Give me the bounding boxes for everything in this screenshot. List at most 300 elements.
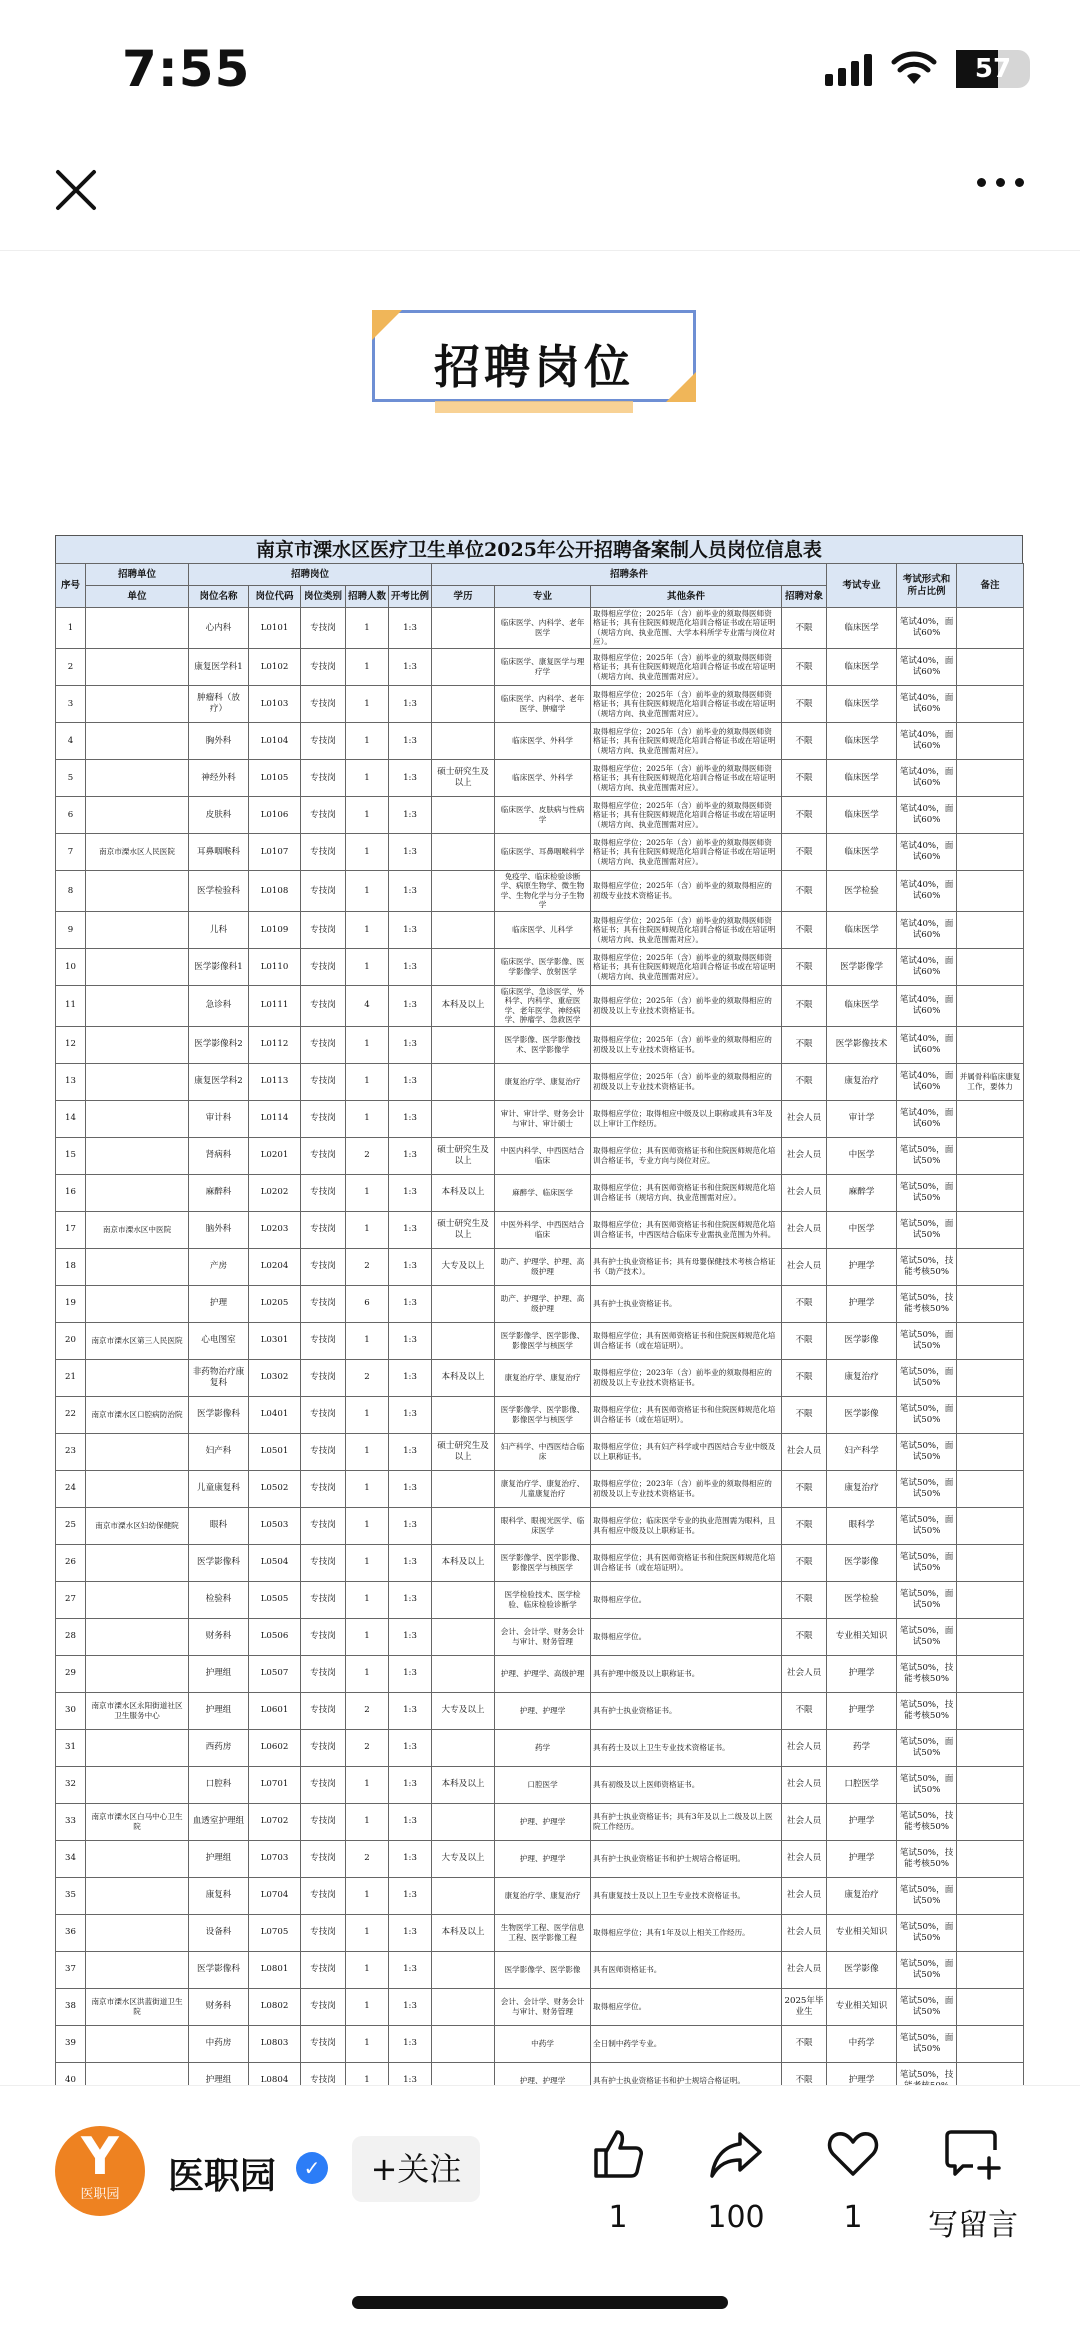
cell-n: 1: [346, 1914, 389, 1951]
cell-post: 耳鼻咽喉科: [189, 833, 249, 870]
cell-seq: 40: [56, 2062, 86, 2099]
cell-post: 护理组: [189, 2062, 249, 2099]
cell-unit: [86, 1470, 189, 1507]
cell-form: 笔试50%，面试50%: [897, 1174, 957, 1211]
cell-note: [957, 1322, 1024, 1359]
cell-cat: 专技岗: [301, 948, 346, 985]
cell-post: 口腔科: [189, 1766, 249, 1803]
cell-unit: 南京市溧水区洪蓝街道卫生院: [86, 1988, 189, 2025]
cell-cat: 专技岗: [301, 648, 346, 685]
table-row: [56, 1285, 1024, 1322]
cell-unit: [86, 1026, 189, 1063]
author-name[interactable]: 医职园: [168, 2156, 277, 2197]
cell-major: 会计、会计学、财务会计与审计、财务管理: [495, 1988, 591, 2025]
cell-seq: 31: [56, 1729, 86, 1766]
banner-title: 招聘岗位: [434, 340, 634, 394]
cell-major: 医学影像学、医学影像、影像医学与核医学: [495, 1322, 591, 1359]
cell-target: 不限: [782, 1026, 827, 1063]
cell-n: 2: [346, 1692, 389, 1729]
cell-edu: [432, 796, 495, 833]
table-row: [56, 911, 1024, 948]
cell-n: 6: [346, 1285, 389, 1322]
cell-n: 2: [346, 1729, 389, 1766]
cell-unit: [86, 2025, 189, 2062]
cell-major: 中医外科学、中西医结合临床: [495, 1211, 591, 1248]
cell-unit: [86, 1100, 189, 1137]
cell-post: 麻醉科: [189, 1174, 249, 1211]
cell-cat: 专技岗: [301, 1026, 346, 1063]
favorite-button[interactable]: [803, 2126, 903, 2235]
cell-target: 不限: [782, 870, 827, 911]
cell-form: 笔试40%，面试60%: [897, 796, 957, 833]
table-row: [56, 608, 1024, 649]
table-row: [56, 1396, 1024, 1433]
cell-cond: 具有护士执业资格证书；具有3年及以上二级及以上医院工作经历。: [591, 1803, 782, 1840]
cell-note: [957, 1285, 1024, 1322]
cell-n: 1: [346, 1877, 389, 1914]
cell-target: 不限: [782, 1359, 827, 1396]
cell-seq: 4: [56, 722, 86, 759]
cell-note: 并属骨科临床康复工作，要体力: [957, 1063, 1024, 1100]
cell-note: [957, 1655, 1024, 1692]
cell-cat: 专技岗: [301, 1618, 346, 1655]
cell-cat: 专技岗: [301, 2062, 346, 2099]
cell-exam: 护理学: [827, 1655, 897, 1692]
table-row: [56, 1359, 1024, 1396]
col-post-group: 招聘岗位: [189, 564, 432, 586]
cell-post: 肿瘤科（放疗）: [189, 685, 249, 722]
cell-cond: 全日制中药学专业。: [591, 2025, 782, 2062]
cell-seq: 26: [56, 1544, 86, 1581]
cell-form: 笔试50%，面试50%: [897, 1544, 957, 1581]
cell-target: 不限: [782, 1322, 827, 1359]
cell-form: 笔试50%，技能考核50%: [897, 1803, 957, 1840]
cell-code: L0503: [249, 1507, 301, 1544]
cell-form: 笔试50%，面试50%: [897, 1396, 957, 1433]
cell-exam: 护理学: [827, 1285, 897, 1322]
cell-cond: 取得相应学位；具有医师资格证书和住院医师规范化培训合格证书（或在培证明）。: [591, 1322, 782, 1359]
cell-unit: [86, 648, 189, 685]
cell-seq: 5: [56, 759, 86, 796]
cell-target: 不限: [782, 722, 827, 759]
cell-cat: 专技岗: [301, 1581, 346, 1618]
cell-unit: [86, 796, 189, 833]
cell-edu: 硕士研究生及以上: [432, 1137, 495, 1174]
cell-note: [957, 1766, 1024, 1803]
cell-cat: 专技岗: [301, 1729, 346, 1766]
cell-major: 医学检验技术、医学检验、临床检验诊断学: [495, 1581, 591, 1618]
cell-code: L0804: [249, 2062, 301, 2099]
cell-target: 不限: [782, 985, 827, 1026]
cell-exam: 医学影像学: [827, 948, 897, 985]
cell-code: L0202: [249, 1174, 301, 1211]
cell-cond: 取得相应学位；具有医师资格证书和住院医师规范化培训合格证书（或在培证明）。: [591, 1544, 782, 1581]
follow-button[interactable]: +关注: [352, 2136, 480, 2202]
table-row: [56, 1322, 1024, 1359]
table-row: [56, 948, 1024, 985]
cell-seq: 32: [56, 1766, 86, 1803]
table-row: [56, 1137, 1024, 1174]
cell-cat: 专技岗: [301, 1174, 346, 1211]
cell-major: 护理、护理学: [495, 1803, 591, 1840]
cell-note: [957, 1729, 1024, 1766]
cell-ratio: 1:3: [389, 685, 432, 722]
cell-form: 笔试40%，面试60%: [897, 759, 957, 796]
cell-ratio: 1:3: [389, 1951, 432, 1988]
cell-form: 笔试40%，面试60%: [897, 648, 957, 685]
cell-n: 1: [346, 1803, 389, 1840]
table-row: [56, 1914, 1024, 1951]
cell-ratio: 1:3: [389, 1100, 432, 1137]
job-table: [55, 535, 1023, 2086]
cell-code: L0506: [249, 1618, 301, 1655]
cell-target: 社会人员: [782, 1100, 827, 1137]
cell-cat: 专技岗: [301, 1951, 346, 1988]
cell-target: 社会人员: [782, 1433, 827, 1470]
cell-n: 1: [346, 2025, 389, 2062]
cell-form: 笔试40%，面试60%: [897, 985, 957, 1026]
col-code: 岗位代码: [249, 586, 301, 608]
cell-cat: 专技岗: [301, 870, 346, 911]
cell-ratio: 1:3: [389, 1359, 432, 1396]
cell-code: L0602: [249, 1729, 301, 1766]
cell-code: L0103: [249, 685, 301, 722]
cell-n: 1: [346, 1174, 389, 1211]
cell-cat: 专技岗: [301, 985, 346, 1026]
cell-ratio: 1:3: [389, 1803, 432, 1840]
cell-n: 1: [346, 722, 389, 759]
table-row: [56, 1470, 1024, 1507]
table-row: [56, 1988, 1024, 2025]
cell-form: 笔试40%，面试60%: [897, 685, 957, 722]
author-avatar[interactable]: Y 医职园: [55, 2126, 145, 2216]
cell-edu: [432, 1063, 495, 1100]
cell-form: 笔试50%，面试50%: [897, 1211, 957, 1248]
cell-cond: 取得相应学位；具有医师资格证书和住院医师规范化培训合格证书，专业方向与岗位对应。: [591, 1137, 782, 1174]
cell-exam: 医学影像: [827, 1951, 897, 1988]
cell-cat: 专技岗: [301, 722, 346, 759]
cell-note: [957, 1877, 1024, 1914]
cell-note: [957, 1803, 1024, 1840]
cell-target: 社会人员: [782, 1655, 827, 1692]
cell-cond: 取得相应学位；2025年（含）前毕业的须取得医师资格证书；具有住院医师规范化培训合格证书或在培证明（规培方向、执业范围需对应）。: [591, 796, 782, 833]
cell-exam: 医学影像: [827, 1322, 897, 1359]
cell-n: 2: [346, 1359, 389, 1396]
cellular-signal-icon: [825, 52, 872, 86]
table-row: [56, 1026, 1024, 1063]
cell-code: L0109: [249, 911, 301, 948]
cell-n: 1: [346, 1026, 389, 1063]
cell-edu: [432, 1803, 495, 1840]
cell-edu: [432, 1729, 495, 1766]
col-category: 岗位类别: [301, 586, 346, 608]
close-icon[interactable]: [52, 166, 100, 214]
cell-seq: 25: [56, 1507, 86, 1544]
cell-n: 1: [346, 1470, 389, 1507]
share-button[interactable]: [686, 2126, 786, 2235]
cell-n: 1: [346, 911, 389, 948]
cell-post: 财务科: [189, 1988, 249, 2025]
cell-edu: [432, 948, 495, 985]
cell-seq: 23: [56, 1433, 86, 1470]
cell-major: 护理、护理学: [495, 1840, 591, 1877]
cell-code: L0505: [249, 1581, 301, 1618]
cell-post: 皮肤科: [189, 796, 249, 833]
cell-major: 妇产科学、中西医结合临床: [495, 1433, 591, 1470]
cell-code: L0704: [249, 1877, 301, 1914]
cell-major: 护理、护理学: [495, 1692, 591, 1729]
cell-cat: 专技岗: [301, 1211, 346, 1248]
cell-cat: 专技岗: [301, 1840, 346, 1877]
cell-post: 心电图室: [189, 1322, 249, 1359]
table-row: [56, 1618, 1024, 1655]
cell-cat: 专技岗: [301, 1322, 346, 1359]
cell-cond: 具有护士执业资格证书和护士规培合格证明。: [591, 2062, 782, 2099]
col-other: 其他条件: [591, 586, 782, 608]
cell-note: [957, 796, 1024, 833]
cell-n: 4: [346, 985, 389, 1026]
table-row: [56, 1507, 1024, 1544]
cell-note: [957, 1433, 1024, 1470]
cell-seq: 6: [56, 796, 86, 833]
cell-unit: 南京市溧水区中医院: [86, 1211, 189, 1248]
cell-exam: 中医学: [827, 1211, 897, 1248]
cell-target: 不限: [782, 911, 827, 948]
cell-code: L0113: [249, 1063, 301, 1100]
cell-code: L0302: [249, 1359, 301, 1396]
cell-cat: 专技岗: [301, 759, 346, 796]
cell-post: 财务科: [189, 1618, 249, 1655]
cell-target: 2025年毕业生: [782, 1988, 827, 2025]
cell-code: L0205: [249, 1285, 301, 1322]
cell-ratio: 1:3: [389, 1618, 432, 1655]
cell-seq: 8: [56, 870, 86, 911]
cell-cond: 具有护士执业资格证书。: [591, 1692, 782, 1729]
cell-ratio: 1:3: [389, 796, 432, 833]
cell-n: 1: [346, 1396, 389, 1433]
cell-note: [957, 1914, 1024, 1951]
cell-post: 急诊科: [189, 985, 249, 1026]
cell-seq: 21: [56, 1359, 86, 1396]
cell-n: 1: [346, 759, 389, 796]
cell-target: 社会人员: [782, 1914, 827, 1951]
cell-post: 医学影像科1: [189, 948, 249, 985]
cell-exam: 临床医学: [827, 608, 897, 649]
cell-edu: 硕士研究生及以上: [432, 1211, 495, 1248]
cell-cat: 专技岗: [301, 1544, 346, 1581]
cell-form: 笔试50%，面试50%: [897, 1470, 957, 1507]
cell-code: L0601: [249, 1692, 301, 1729]
cell-target: 不限: [782, 796, 827, 833]
cell-post: 产房: [189, 1248, 249, 1285]
cell-unit: [86, 1877, 189, 1914]
cell-major: 中医内科学、中西医结合临床: [495, 1137, 591, 1174]
cell-post: 儿童康复科: [189, 1470, 249, 1507]
comment-button[interactable]: [918, 2126, 1028, 2244]
cell-seq: 19: [56, 1285, 86, 1322]
cell-cat: 专技岗: [301, 1988, 346, 2025]
cell-unit: [86, 1840, 189, 1877]
top-nav: [0, 140, 1080, 250]
table-row: [56, 1951, 1024, 1988]
cell-form: 笔试40%，面试60%: [897, 608, 957, 649]
cell-major: 康复治疗学、康复治疗: [495, 1359, 591, 1396]
cell-code: L0114: [249, 1100, 301, 1137]
cell-exam: 中医学: [827, 1137, 897, 1174]
table-row: [56, 1803, 1024, 1840]
cell-post: 血透室护理组: [189, 1803, 249, 1840]
cell-code: L0110: [249, 948, 301, 985]
cell-note: [957, 722, 1024, 759]
cell-post: 康复医学科2: [189, 1063, 249, 1100]
cell-exam: 专业相关知识: [827, 1618, 897, 1655]
cell-post: 神经外科: [189, 759, 249, 796]
more-options-icon[interactable]: [977, 178, 1024, 187]
cell-code: L0301: [249, 1322, 301, 1359]
cell-cat: 专技岗: [301, 1359, 346, 1396]
cell-exam: 护理学: [827, 1840, 897, 1877]
cell-cat: 专技岗: [301, 1248, 346, 1285]
cell-seq: 10: [56, 948, 86, 985]
col-post-name: 岗位名称: [189, 586, 249, 608]
col-exam: 考试专业: [827, 564, 897, 608]
cell-form: 笔试50%，面试50%: [897, 2025, 957, 2062]
cell-n: 1: [346, 1322, 389, 1359]
cell-ratio: 1:3: [389, 1396, 432, 1433]
cell-major: 临床医学、内科学、老年医学、肿瘤学: [495, 685, 591, 722]
cell-unit: [86, 759, 189, 796]
table-title: 南京市溧水区医疗卫生单位2025年公开招聘备案制人员岗位信息表: [55, 535, 1023, 563]
cell-form: 笔试50%，面试50%: [897, 1507, 957, 1544]
cell-major: 临床医学、急诊医学、外科学、内科学、重症医学、老年医学、神经病学、肿瘤学、急救医学: [495, 985, 591, 1026]
cell-edu: 硕士研究生及以上: [432, 759, 495, 796]
cell-ratio: 1:3: [389, 1914, 432, 1951]
cell-major: 临床医学、康复医学与理疗学: [495, 648, 591, 685]
status-bar: [0, 0, 1080, 140]
cell-edu: 本科及以上: [432, 985, 495, 1026]
cell-ratio: 1:3: [389, 1322, 432, 1359]
cell-note: [957, 1174, 1024, 1211]
table-row: [56, 1248, 1024, 1285]
cell-cond: 具有护士执业资格证书。: [591, 1285, 782, 1322]
cell-edu: [432, 1026, 495, 1063]
cell-major: 医学影像学、医学影像、影像医学与核医学: [495, 1396, 591, 1433]
cell-ratio: 1:3: [389, 1248, 432, 1285]
cell-form: 笔试40%，面试60%: [897, 911, 957, 948]
cell-post: 儿科: [189, 911, 249, 948]
cell-unit: [86, 1766, 189, 1803]
cell-post: 审计科: [189, 1100, 249, 1137]
cell-edu: [432, 1581, 495, 1618]
cell-note: [957, 1618, 1024, 1655]
table-row: [56, 1100, 1024, 1137]
cell-note: [957, 648, 1024, 685]
cell-edu: [432, 1470, 495, 1507]
cell-form: 笔试50%，面试50%: [897, 1988, 957, 2025]
cell-major: 中药学: [495, 2025, 591, 2062]
cell-post: 护理: [189, 1285, 249, 1322]
cell-edu: [432, 1988, 495, 2025]
cell-n: 1: [346, 1581, 389, 1618]
cell-n: 1: [346, 796, 389, 833]
col-target: 招聘对象: [782, 586, 827, 608]
like-button[interactable]: [568, 2126, 668, 2235]
col-seq: 序号: [56, 564, 86, 608]
heart-icon: [825, 2126, 881, 2182]
cell-edu: 大专及以上: [432, 1840, 495, 1877]
cell-note: [957, 2025, 1024, 2062]
cell-target: 不限: [782, 1470, 827, 1507]
cell-ratio: 1:3: [389, 948, 432, 985]
cell-major: 临床医学、内科学、老年医学: [495, 608, 591, 649]
cell-exam: 临床医学: [827, 759, 897, 796]
cell-exam: 临床医学: [827, 648, 897, 685]
cell-cat: 专技岗: [301, 833, 346, 870]
cell-target: 社会人员: [782, 1174, 827, 1211]
cell-cond: 取得相应学位。: [591, 1581, 782, 1618]
cell-code: L0111: [249, 985, 301, 1026]
cell-edu: [432, 833, 495, 870]
cell-unit: 南京市溧水区口腔病防治院: [86, 1396, 189, 1433]
cell-seq: 18: [56, 1248, 86, 1285]
cell-n: 1: [346, 1766, 389, 1803]
cell-unit: [86, 1063, 189, 1100]
cell-post: 医学影像科2: [189, 1026, 249, 1063]
cell-cond: 具有初级及以上医师资格证书。: [591, 1766, 782, 1803]
cell-note: [957, 759, 1024, 796]
cell-cond: 具有药士及以上卫生专业技术资格证书。: [591, 1729, 782, 1766]
comment-icon: [943, 2126, 1003, 2182]
cell-ratio: 1:3: [389, 1026, 432, 1063]
col-count: 招聘人数: [346, 586, 389, 608]
cell-n: 1: [346, 648, 389, 685]
cell-cond: 取得相应学位；2025年（含）前毕业的须取得医师资格证书；具有住院医师规范化培训合格证书或在培证明（规培方向、执业范围需对应）。: [591, 685, 782, 722]
cell-exam: 临床医学: [827, 685, 897, 722]
cell-form: 笔试40%，面试60%: [897, 833, 957, 870]
cell-cat: 专技岗: [301, 1877, 346, 1914]
cell-note: [957, 1026, 1024, 1063]
cell-cat: 专技岗: [301, 1470, 346, 1507]
cell-unit: [86, 1433, 189, 1470]
cell-n: 1: [346, 1433, 389, 1470]
cell-post: 肾病科: [189, 1137, 249, 1174]
cell-major: 医学影像、医学影像技术、医学影像学: [495, 1026, 591, 1063]
cell-n: 1: [346, 1544, 389, 1581]
cell-exam: 眼科学: [827, 1507, 897, 1544]
col-ratio: 开考比例: [389, 586, 432, 608]
table-row: [56, 985, 1024, 1026]
cell-cat: 专技岗: [301, 685, 346, 722]
table-row: [56, 2025, 1024, 2062]
table-row: [56, 648, 1024, 685]
cell-n: 1: [346, 1063, 389, 1100]
cell-form: 笔试50%，面试50%: [897, 1433, 957, 1470]
favorite-count: 1: [843, 2200, 863, 2235]
cell-edu: 本科及以上: [432, 1766, 495, 1803]
cell-edu: 本科及以上: [432, 1174, 495, 1211]
cell-post: 护理组: [189, 1655, 249, 1692]
cell-cond: 取得相应学位；具有1年及以上相关工作经历。: [591, 1914, 782, 1951]
cell-unit: [86, 948, 189, 985]
table-row: [56, 1211, 1024, 1248]
cell-seq: 16: [56, 1174, 86, 1211]
cell-major: 助产、护理学、护理、高级护理: [495, 1248, 591, 1285]
cell-seq: 30: [56, 1692, 86, 1729]
cell-ratio: 1:3: [389, 1840, 432, 1877]
cell-code: L0502: [249, 1470, 301, 1507]
col-major: 专业: [495, 586, 591, 608]
cell-target: 社会人员: [782, 1877, 827, 1914]
